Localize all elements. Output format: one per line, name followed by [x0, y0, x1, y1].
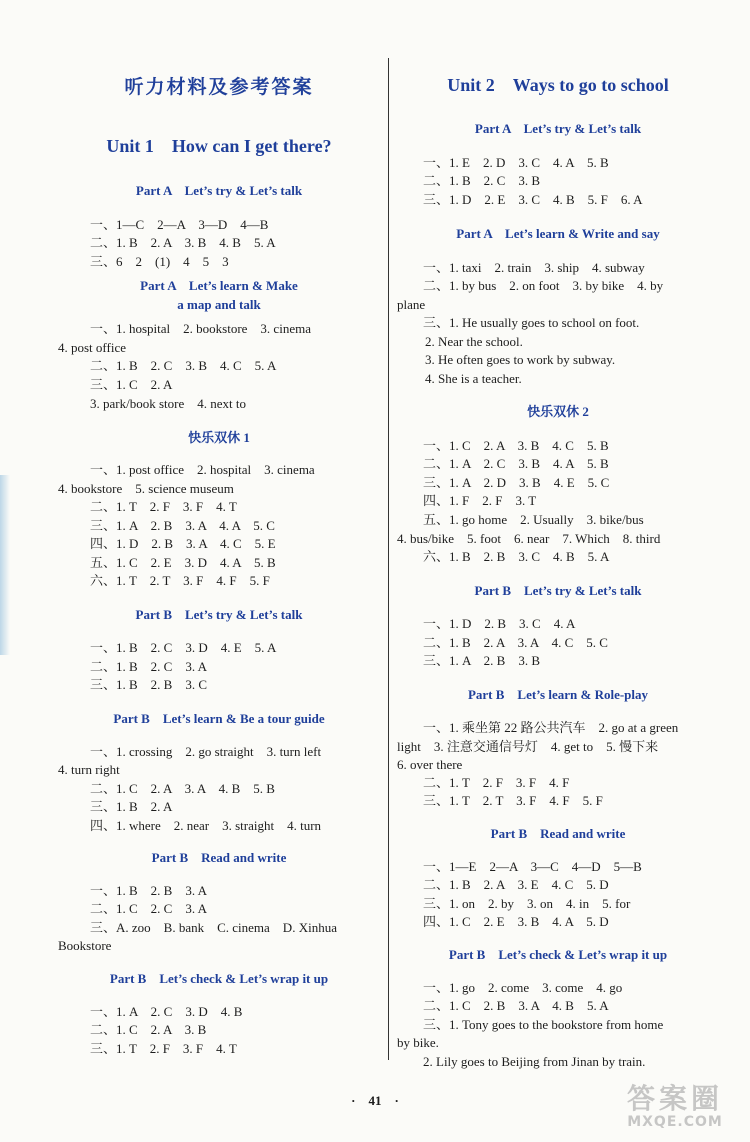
answer-line: Bookstore [58, 938, 112, 953]
answer-line: 二、1. T 2. F 3. F 4. T [90, 499, 237, 514]
answer-line: 三、1. B 2. A [90, 799, 173, 814]
unit-title: Unit 2 Ways to go to school [447, 75, 669, 95]
answer-line: 三、1. A 2. B 3. B [423, 653, 541, 668]
answer-line: 二、1. B 2. A 3. E 4. C 5. D [423, 877, 609, 892]
answer-line: 六、1. T 2. T 3. F 4. F 5. F [90, 573, 270, 588]
answer-line: 一、1. 乘坐第 22 路公共汽车 2. go at a green [423, 720, 679, 735]
answer-line: 4. bus/bike 5. foot 6. near 7. Which 8. third [397, 531, 661, 546]
answer-line: 三、1. T 2. T 3. F 4. F 5. F [423, 793, 603, 808]
answer-line: 五、1. C 2. E 3. D 4. A 5. B [90, 555, 276, 570]
section-title: a map and talk [177, 297, 261, 312]
answer-line: 4. post office [58, 340, 126, 355]
answer-line: 二、1. C 2. B 3. A 4. B 5. A [423, 998, 609, 1013]
answer-line: 一、1. A 2. C 3. D 4. B [90, 1004, 243, 1019]
section-title: Part B Let’s try & Let’s talk [474, 583, 642, 598]
answer-line: 4. bookstore 5. science museum [58, 481, 234, 496]
watermark-line-1: 答案圈 [626, 1082, 723, 1115]
answer-line: 一、1. C 2. A 3. B 4. C 5. B [423, 438, 609, 453]
answer-line: 三、1. on 2. by 3. on 4. in 5. for [423, 896, 631, 911]
answer-line: 四、1. C 2. E 3. B 4. A 5. D [423, 914, 609, 929]
answer-line: 二、1. B 2. A 3. A 4. C 5. C [423, 635, 608, 650]
answer-line: by bike. [397, 1035, 439, 1050]
answer-line: 6. over there [397, 757, 463, 772]
answer-line: 一、1. E 2. D 3. C 4. A 5. B [423, 155, 609, 170]
answer-line: 2. Lily goes to Beijing from Jinan by train. [423, 1054, 646, 1069]
answer-line: 一、1. B 2. C 3. D 4. E 5. A [90, 640, 277, 655]
answer-line: 四、1. D 2. B 3. A 4. C 5. E [90, 536, 276, 551]
answer-line: 3. park/book store 4. next to [90, 396, 246, 411]
section-title: Part B Let’s check & Let’s wrap it up [448, 947, 668, 962]
section-title: Part B Let’s learn & Role-play [467, 687, 649, 702]
answer-line: 六、1. B 2. B 3. C 4. B 5. A [423, 549, 610, 564]
answer-line: 一、1—E 2—A 3—C 4—D 5—B [423, 859, 642, 874]
answer-line: 三、6 2 (1) 4 5 3 [90, 254, 229, 269]
answer-line: 二、1. B 2. C 3. A [90, 659, 208, 674]
answer-line: 二、1. B 2. C 3. B 4. C 5. A [90, 358, 277, 373]
answer-line: 二、1. T 2. F 3. F 4. F [423, 775, 570, 790]
page-number: · 41 · [351, 1093, 399, 1108]
answer-line: 五、1. go home 2. Usually 3. bike/bus [423, 512, 644, 527]
watermark-line-2: MXQE.COM [627, 1114, 723, 1130]
page-title: 听力材料及参考答案 [124, 76, 314, 98]
answer-line: 一、1. D 2. B 3. C 4. A [423, 616, 576, 631]
section-title: Part B Let’s try & Let’s talk [135, 607, 303, 622]
answer-line: 4. She is a teacher. [425, 371, 522, 386]
answer-line: 二、1. C 2. C 3. A [90, 901, 208, 916]
section-title: 快乐双休 2 [527, 404, 589, 419]
answer-line: 二、1. A 2. C 3. B 4. A 5. B [423, 456, 609, 471]
answer-line: 三、1. T 2. F 3. F 4. T [90, 1041, 237, 1056]
answer-line: 一、1. go 2. come 3. come 4. go [423, 980, 623, 995]
answer-line: 一、1. post office 2. hospital 3. cinema [90, 462, 315, 477]
column-divider [388, 58, 389, 1060]
answer-line: 三、1. He usually goes to school on foot. [423, 315, 640, 330]
answer-line: 三、1. Tony goes to the bookstore from home [423, 1017, 664, 1032]
answer-line: 4. turn right [58, 762, 120, 777]
edge-strip [0, 475, 10, 655]
section-title: Part A Let’s learn & Write and say [456, 226, 660, 241]
answer-line: 四、1. where 2. near 3. straight 4. turn [90, 818, 322, 833]
section-title: Part A Let’s try & Let’s talk [135, 183, 303, 198]
answer-line: 二、1. C 2. A 3. A 4. B 5. B [90, 781, 275, 796]
unit-title: Unit 1 How can I get there? [106, 136, 332, 156]
answer-line: 一、1—C 2—A 3—D 4—B [90, 217, 269, 232]
answer-line: 二、1. B 2. C 3. B [423, 173, 541, 188]
answer-line: plane [397, 297, 426, 312]
answer-line: 三、1. A 2. B 3. A 4. A 5. C [90, 518, 275, 533]
section-title: Part B Read and write [490, 826, 626, 841]
answer-line: 二、1. B 2. A 3. B 4. B 5. A [90, 235, 276, 250]
section-title: Part B Read and write [151, 850, 287, 865]
answer-line: 2. Near the school. [425, 334, 523, 349]
answer-line: 二、1. C 2. A 3. B [90, 1022, 207, 1037]
answer-line: 一、1. taxi 2. train 3. ship 4. subway [423, 260, 645, 275]
answer-line: 三、1. A 2. D 3. B 4. E 5. C [423, 475, 610, 490]
answer-line: light 3. 注意交通信号灯 4. get to 5. 慢下来 [397, 739, 659, 754]
answer-line: 三、1. D 2. E 3. C 4. B 5. F 6. A [423, 192, 643, 207]
answer-line: 三、A. zoo B. bank C. cinema D. Xinhua [90, 920, 337, 935]
answer-line: 一、1. B 2. B 3. A [90, 883, 208, 898]
watermark [610, 1084, 740, 1134]
answer-line: 一、1. crossing 2. go straight 3. turn left [90, 744, 322, 759]
section-title: Part B Let’s check & Let’s wrap it up [109, 971, 329, 986]
section-title: Part A Let’s try & Let’s talk [474, 121, 642, 136]
answer-line: 3. He often goes to work by subway. [425, 352, 616, 367]
answer-line: 二、1. by bus 2. on foot 3. by bike 4. by [423, 278, 664, 293]
section-title: Part A Let’s learn & Make [140, 278, 298, 293]
section-title: 快乐双休 1 [188, 430, 250, 445]
section-title: Part B Let’s learn & Be a tour guide [113, 711, 325, 726]
answer-line: 三、1. B 2. B 3. C [90, 677, 208, 692]
answer-line: 四、1. F 2. F 3. T [423, 493, 537, 508]
answer-line: 一、1. hospital 2. bookstore 3. cinema [90, 321, 311, 336]
answer-line: 三、1. C 2. A [90, 377, 173, 392]
